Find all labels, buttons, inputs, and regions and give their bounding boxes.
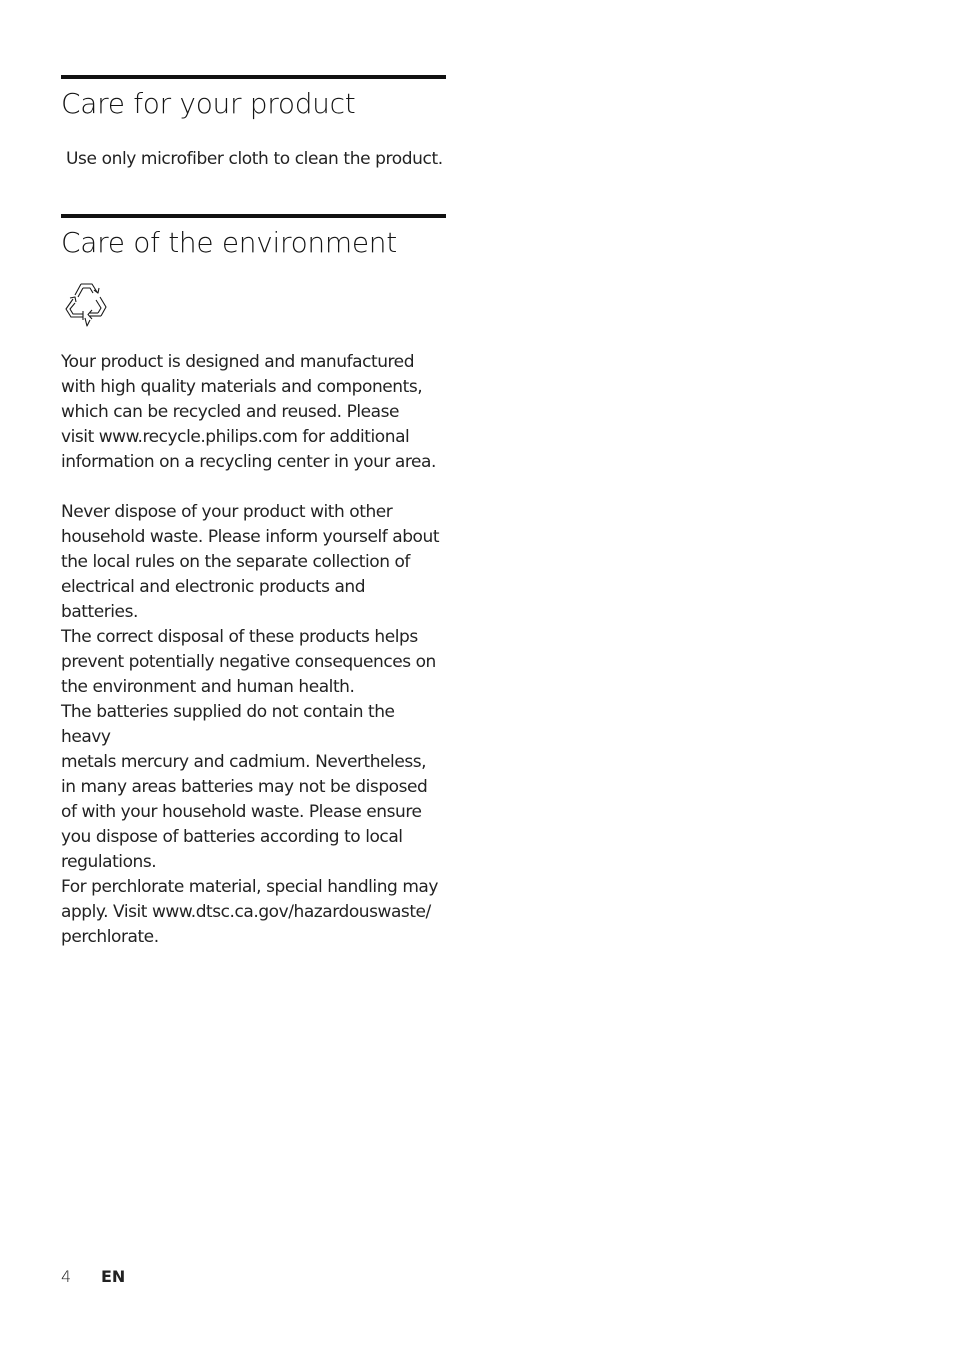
- language-code: EN: [101, 1267, 126, 1286]
- environment-paragraph-3: [61, 700, 446, 875]
- text-line: Never dispose of your product with other: [61, 502, 393, 522]
- section-title-care-product: Care for your product: [61, 87, 356, 120]
- text-line: you dispose of batteries according to local: [61, 827, 403, 847]
- text-line: visit www.recycle.philips.com for additional: [61, 427, 410, 447]
- text-line: For perchlorate material, special handling may: [61, 877, 439, 897]
- recycle-icon: [61, 278, 113, 330]
- text-line: in many areas batteries may not be disposed: [61, 777, 428, 797]
- text-line: electrical and electronic products and batteries.: [61, 577, 366, 622]
- text-line: perchlorate.: [61, 927, 159, 947]
- section-rule-care-product: [61, 75, 446, 79]
- text-line: which can be recycled and reused. Please: [61, 402, 400, 422]
- text-line: household waste. Please inform yourself about: [61, 527, 440, 547]
- environment-paragraph-4: [61, 875, 446, 950]
- page-number: 4: [61, 1267, 72, 1286]
- text-line: information on a recycling center in your area.: [61, 452, 436, 472]
- care-product-text: Use only microfiber cloth to clean the product.: [66, 149, 443, 169]
- page-footer: [61, 1265, 125, 1289]
- text-line: regulations.: [61, 852, 157, 872]
- text-line: the local rules on the separate collection of: [61, 552, 410, 572]
- text-line: of with your household waste. Please ensure: [61, 802, 422, 822]
- text-line: metals mercury and cadmium. Nevertheless,: [61, 752, 427, 772]
- text-line: prevent potentially negative consequences on: [61, 652, 436, 672]
- text-line: Your product is designed and manufactured: [61, 352, 415, 372]
- section-care-environment: [61, 214, 446, 950]
- section-title-care-environment: Care of the environment: [61, 226, 397, 259]
- environment-paragraph-1: [61, 350, 446, 475]
- text-line: with high quality materials and components,: [61, 377, 423, 397]
- section-rule-care-environment: [61, 214, 446, 218]
- text-line: The correct disposal of these products helps: [61, 627, 418, 647]
- page-column: [61, 75, 446, 950]
- environment-paragraph-2: [61, 500, 446, 700]
- text-line: apply. Visit www.dtsc.ca.gov/hazardouswaste/: [61, 902, 431, 922]
- text-line: the environment and human health.: [61, 677, 355, 697]
- paragraph-gap: [61, 475, 446, 500]
- text-line: The batteries supplied do not contain the heavy: [61, 702, 395, 747]
